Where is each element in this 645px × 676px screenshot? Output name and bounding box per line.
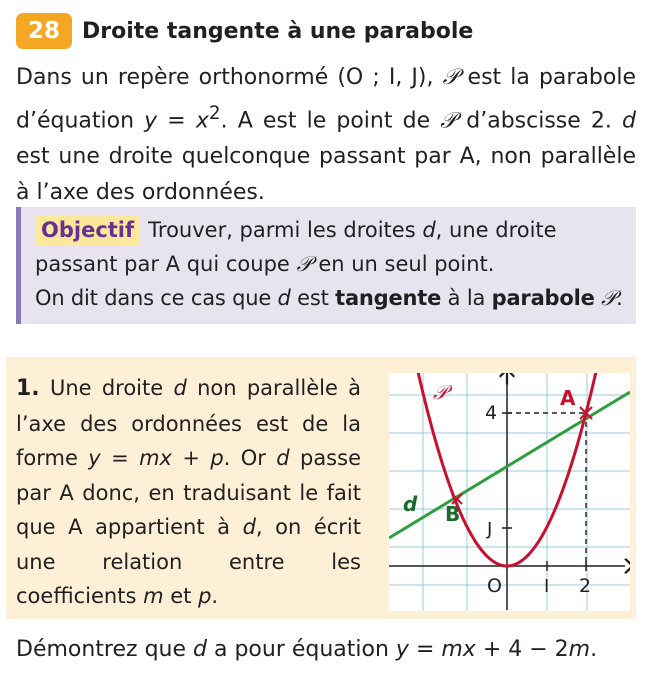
var-m: m — [568, 637, 591, 662]
var-d: d — [622, 108, 636, 134]
objective-text: Trouver, parmi les droites — [148, 218, 423, 242]
objective-text: en un seul point. — [311, 252, 495, 276]
intro-paragraph — [16, 60, 636, 211]
var-d: d — [422, 218, 436, 242]
var-d: d — [193, 637, 207, 662]
question-1 — [16, 371, 361, 614]
line-d — [389, 392, 630, 538]
final-text: a pour équation — [206, 637, 396, 662]
final-text: Démontrez que — [16, 637, 194, 662]
label-parabola: 𝒫 — [433, 380, 448, 404]
objective-line-1 — [35, 213, 626, 281]
parabola-symbol: 𝒫 — [440, 108, 457, 134]
label-point-b: B — [445, 502, 461, 526]
objective-text: . — [616, 286, 623, 310]
objective-text: , une droite passant par A qui coupe — [35, 218, 557, 276]
question-text: . — [211, 584, 219, 608]
final-text: + 4 − 2 — [475, 637, 569, 662]
graph-svg — [389, 373, 630, 611]
objective-bold-tangente: tangente — [335, 286, 442, 310]
question-text: non parallèle à l’axe des ordonnées est de la forme — [16, 376, 362, 470]
label-i: I — [544, 576, 550, 597]
var-y: y — [144, 108, 158, 134]
var-d: d — [173, 376, 187, 400]
question-text: . Or — [223, 446, 277, 470]
intro-text: est la parabole d’équation — [16, 65, 636, 134]
var-y: y — [88, 446, 101, 470]
exercise-title: Droite tangente à une parabole — [82, 18, 474, 44]
final-statement — [16, 632, 636, 668]
var-y: y — [395, 637, 409, 662]
var-p: p — [210, 446, 224, 470]
question-number: 1. — [16, 376, 40, 401]
intro-text: est une droite quelconque passant par A, non parallèle à l’axe des ordonnées. — [16, 144, 636, 206]
intro-text: = — [157, 108, 196, 134]
objective-box — [16, 207, 636, 324]
exercise-header — [16, 12, 473, 50]
question-text: Une droite — [39, 376, 174, 400]
label-line-d: d — [403, 492, 418, 516]
objective-text: à la — [441, 286, 492, 310]
objective-text: On dit dans ce cas que — [35, 286, 278, 310]
objective-bold-parabole: parabole — [491, 286, 595, 310]
final-text: . — [590, 637, 598, 662]
var-mx: mx — [139, 446, 172, 470]
var-m: m — [143, 584, 164, 608]
question-section — [6, 357, 636, 619]
var-p: p — [198, 584, 212, 608]
var-x: x — [195, 108, 209, 134]
question-text: et — [163, 584, 199, 608]
label-j: J — [487, 519, 493, 540]
intro-text: Dans un repère orthonormé (O ; I, J), — [16, 65, 443, 90]
label-origin: O — [487, 575, 502, 597]
exponent: 2 — [208, 103, 221, 124]
question-text: , on écrit une relation entre les coefficients — [16, 515, 362, 608]
exercise-number-badge: 28 — [16, 13, 72, 49]
parabola-symbol: 𝒫 — [601, 286, 617, 310]
label-two: 2 — [579, 575, 592, 597]
objective-line-2 — [35, 281, 626, 315]
var-d: d — [277, 286, 291, 310]
parabola-symbol: 𝒫 — [442, 65, 459, 90]
objective-tag: Objectif — [35, 215, 140, 245]
var-mx: mx — [441, 637, 476, 662]
var-d: d — [276, 446, 290, 470]
intro-text: d’abscisse 2. — [456, 108, 623, 134]
var-d: d — [242, 515, 256, 539]
intro-text: . A est le point de — [220, 108, 441, 134]
final-text: = — [408, 637, 442, 662]
label-point-a: A — [560, 386, 576, 410]
question-text: = — [100, 446, 140, 470]
objective-text: est — [290, 286, 336, 310]
grid-lines — [389, 373, 630, 611]
graph-figure — [389, 373, 630, 611]
question-text: + — [171, 446, 211, 470]
parabola-symbol: 𝒫 — [296, 252, 312, 276]
label-four: 4 — [485, 402, 498, 424]
question-text: passe par A donc, en traduisant le fait que A appartient à — [16, 446, 361, 539]
